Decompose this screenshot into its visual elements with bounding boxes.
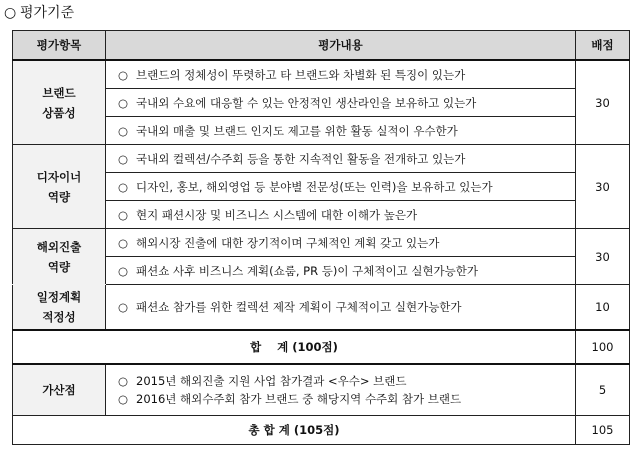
heading-bullet: ○ — [4, 5, 17, 21]
category-line: 역량 — [47, 259, 71, 274]
grand-total-score: 105 — [576, 416, 630, 445]
grand-total-label: 총 합 계 (105점) — [13, 416, 576, 445]
table-row — [13, 201, 630, 229]
item-bullet: ○ — [118, 235, 129, 250]
item-text: 2016년 해외수주회 참가 브랜드 중 해당지역 수주회 참가 브랜드 — [136, 392, 462, 406]
category-line: 역량 — [47, 189, 71, 204]
score-cell: 30 — [576, 145, 630, 229]
header-score: 배점 — [576, 31, 630, 61]
bonus-row — [13, 364, 630, 416]
subtotal-score: 100 — [576, 330, 630, 364]
item-bullet: ○ — [118, 374, 129, 388]
score-cell: 30 — [576, 60, 630, 145]
item-text: 디자인, 홍보, 해외영업 등 분야별 전문성(또는 인력)을 보유하고 있는가 — [136, 179, 493, 194]
item-bullet: ○ — [118, 179, 129, 194]
bonus-score: 5 — [576, 364, 630, 416]
item-text: 현지 패션시장 및 비즈니스 시스템에 대한 이해가 높은가 — [136, 207, 418, 222]
item-bullet: ○ — [118, 151, 129, 166]
item-text: 패션쇼 참가를 위한 컬렉션 제작 계획이 구체적이고 실현가능한가 — [136, 300, 462, 314]
section-heading — [4, 2, 74, 24]
table-row — [13, 285, 630, 331]
category-line: 해외진출 — [36, 239, 82, 254]
subtotal-label: 합 계 (100점) — [13, 330, 576, 364]
criteria-item — [106, 257, 576, 285]
score-cell: 10 — [576, 285, 630, 331]
score-cell: 30 — [576, 229, 630, 285]
criteria-item — [106, 145, 576, 173]
item-text: 국내외 매출 및 브랜드 인지도 제고를 위한 활동 실적이 우수한가 — [136, 123, 458, 138]
criteria-item — [106, 117, 576, 145]
category-line: 적정성 — [42, 310, 76, 324]
criteria-item — [106, 229, 576, 257]
table-row — [13, 117, 630, 145]
category-cell — [13, 60, 106, 145]
subtotal-row — [13, 330, 630, 364]
table-row — [13, 229, 630, 257]
criteria-item — [106, 173, 576, 201]
table-row — [13, 257, 630, 285]
item-bullet: ○ — [118, 67, 129, 82]
criteria-item — [106, 89, 576, 117]
category-cell — [13, 229, 106, 285]
heading-title: 평가기준 — [20, 5, 75, 21]
item-bullet: ○ — [118, 392, 129, 406]
table-row — [13, 60, 630, 89]
item-text: 국내외 컬렉션/수주회 등을 통한 지속적인 활동을 전개하고 있는가 — [136, 151, 466, 166]
bonus-item — [118, 372, 575, 390]
header-category: 평가항목 — [13, 31, 106, 61]
table-row — [13, 145, 630, 173]
category-cell — [13, 145, 106, 229]
category-cell — [13, 285, 106, 331]
item-text: 패션쇼 사후 비즈니스 계획(쇼룸, PR 등)이 구체적이고 실현가능한가 — [136, 263, 478, 278]
category-line: 디자이너 — [36, 169, 82, 184]
item-text: 해외시장 진출에 대한 장기적이며 구체적인 계획 갖고 있는가 — [136, 235, 440, 250]
category-line: 브랜드 — [42, 85, 76, 100]
item-bullet: ○ — [118, 123, 129, 138]
bonus-items — [106, 364, 576, 416]
category-line: 상품성 — [42, 105, 76, 120]
table-row — [13, 89, 630, 117]
bonus-category: 가산점 — [13, 364, 106, 416]
category-line: 일정계획 — [36, 290, 82, 304]
item-text: 국내외 수요에 대응할 수 있는 안정적인 생산라인을 보유하고 있는가 — [136, 95, 477, 110]
grand-total-row — [13, 416, 630, 445]
bonus-item — [118, 390, 575, 408]
evaluation-criteria-table — [12, 30, 630, 445]
header-row — [13, 31, 630, 61]
header-content: 평가내용 — [106, 31, 576, 61]
criteria-item — [106, 285, 576, 331]
table-row — [13, 173, 630, 201]
item-bullet: ○ — [118, 300, 129, 314]
item-bullet: ○ — [118, 263, 129, 278]
item-text: 브랜드의 정체성이 뚜렷하고 타 브랜드와 차별화 된 특징이 있는가 — [136, 67, 466, 82]
item-bullet: ○ — [118, 95, 129, 110]
criteria-item — [106, 60, 576, 89]
item-text: 2015년 해외진출 지원 사업 참가결과 <우수> 브랜드 — [136, 374, 407, 388]
item-bullet: ○ — [118, 207, 129, 222]
criteria-item — [106, 201, 576, 229]
